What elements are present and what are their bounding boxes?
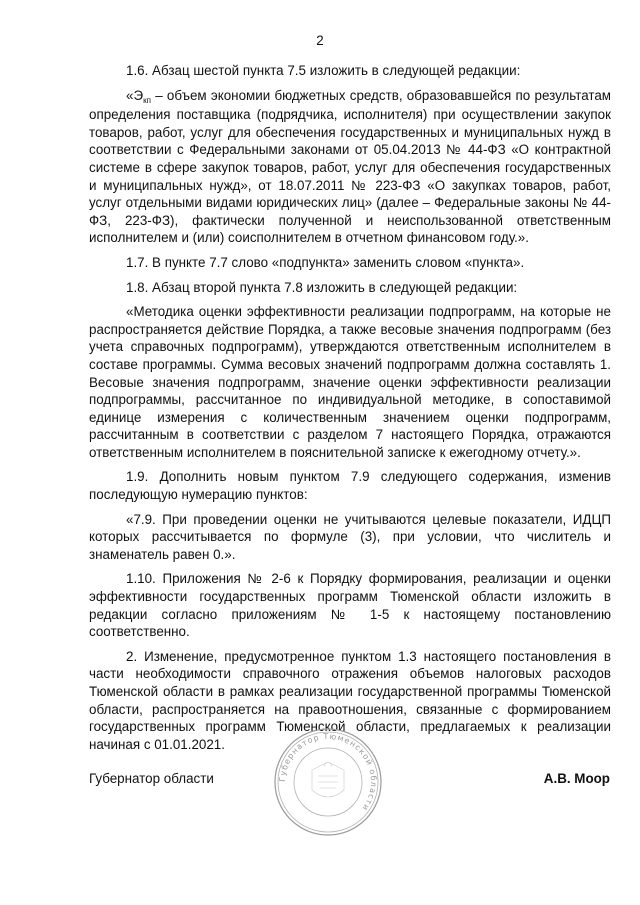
economy-open: «Э [126,87,144,103]
paragraph-economy-definition [89,87,611,247]
document-body [89,62,611,760]
paragraph-2: 2. Изменение, предусмотренное пунктом 1.3 настоящего постановления в части необходимости справочного отражения объемов налоговых расходов Тюменской области в рамках реализации государственной программы Тюменской области, распространяется на правоотношения, связанные с формированием государственных программ Тюменской области, предлагаемых к реализации начиная с 01.01.2021. [89,648,611,752]
paragraph-7-9-quote: «7.9. При проведении оценки не учитываются целевые показатели, ИДЦП которых рассчитывается по формуле (3), при условии, что числитель и знаменатель равен 0.». [89,511,611,562]
signature-position: Губернатор области [89,771,214,786]
paragraph-1-8: 1.8. Абзац второй пункта 7.8 изложить в следующей редакции: [126,279,518,295]
official-seal [272,726,384,838]
paragraph-methodology-quote: «Методика оценки эффективности реализации подпрограмм, на которые не распространяется действие Порядка, а также весовые значения подпрограмм (без учета справочных подпрограмм), утверждаются ответственным исполнителем в составе программы. Сумма весовых значений подпрограмм должна составлять 1. Весовые значения подпрограмм, значение оценки эффективности реализации подпрограммы, рассчитанное по индивидуальной методике, в сопоставимой единице измерения с количественным значением оценки подпрограмм, рассчитанным в соответствии с разделом 7 настоящего Порядка, отражаются ответственным исполнителем в пояснительной записке к ежегодному отчету.». [89,304,611,460]
signature-name: А.В. Моор [543,771,610,786]
seal-text: Губернатор Тюменской области [277,731,379,813]
paragraph-1-7: 1.7. В пункте 7.7 слово «подпункта» заменить словом «пункта». [126,254,525,270]
svg-text:Губернатор Тюменской области [278,732,378,813]
economy-subscript: кп [143,95,151,105]
paragraph-1-10: 1.10. Приложения № 2-6 к Порядку формирования, реализации и оценки эффективности государственных программ Тюменской области изложить в редакции согласно приложениям № 1-5 к настоящему постановлению соответственно. [89,571,611,640]
paragraph-1-9: 1.9. Дополнить новым пунктом 7.9 следующего содержания, изменив последующую нумерацию пунктов: [89,469,611,503]
paragraph-1-6: 1.6. Абзац шестой пункта 7.5 изложить в следующей редакции: [126,63,521,78]
page-number: 2 [316,33,324,48]
economy-rest: – объем экономии бюджетных средств, образовавшейся по результатам определения поставщика (подрядчика, исполнителя) при осуществлении закупок товаров, работ, услуг для обеспечения государственных и муниципальных нужд в соответствии с Федеральными законами от 05.04.2013 № 44-ФЗ «О контрактной системе в сфере закупок товаров, работ, услуг для обеспечения государственных и муниципальных нужд», от 18.07.2011 № 223-ФЗ «О закупках товаров, работ, услуг отдельными видами юридических лиц» (далее – Федеральные законы № 44-ФЗ, 223-ФЗ), фактически полученной и неиспользованной ответственным исполнителем и (или) соисполнителем в отчетном финансовом году.». [89,87,611,246]
